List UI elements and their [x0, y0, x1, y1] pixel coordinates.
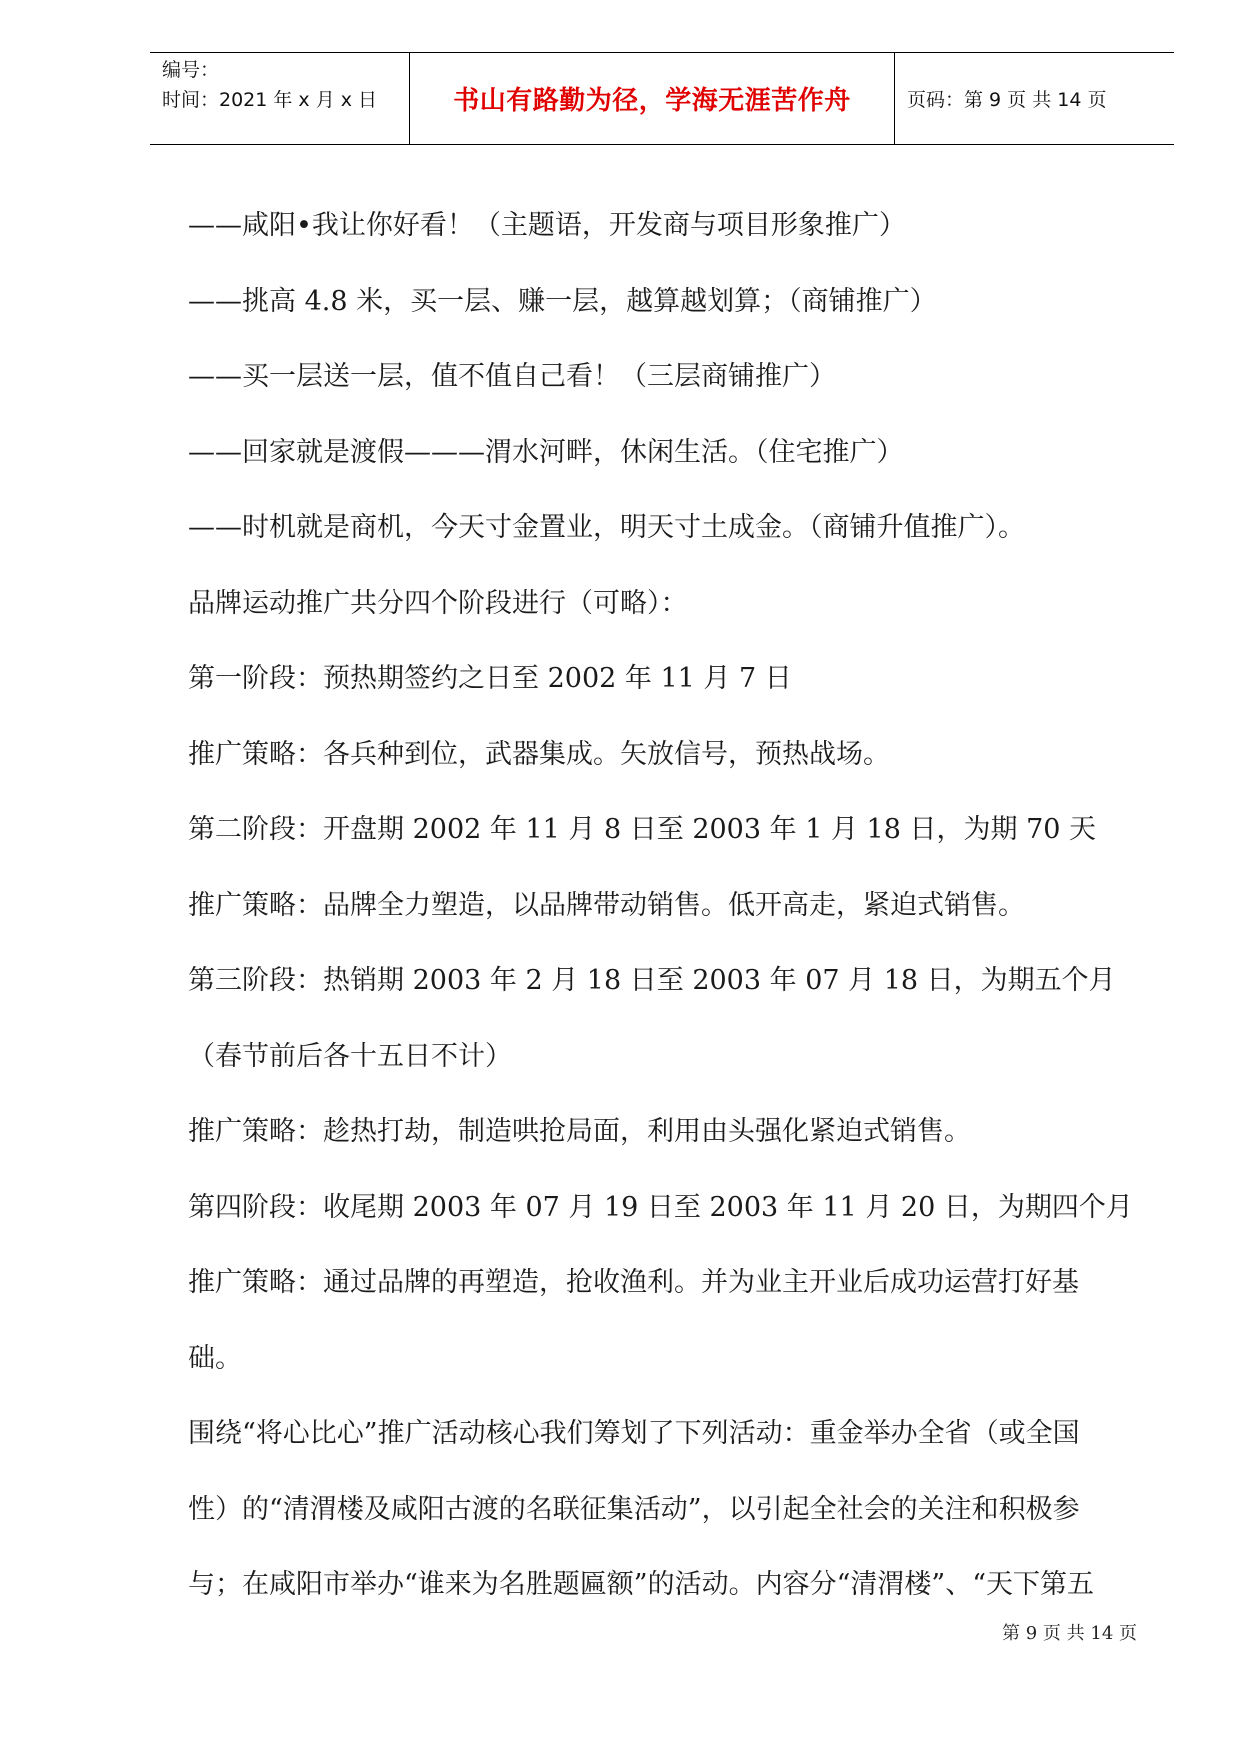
document-time-label: 时间：2021 年 x 月 x 日: [162, 89, 378, 111]
page-footer: 第 9 页 共 14 页: [1002, 1623, 1137, 1644]
body-line: 推广策略：通过品牌的再塑造，抢收渔利。并为业主开业后成功运营打好基: [188, 1267, 1079, 1298]
header-motto: 书山有路勤为径，学海无涯苦作舟: [453, 86, 851, 116]
header-page-info: 页码：第 9 页 共 14 页: [907, 89, 1107, 111]
body-line: 品牌运动推广共分四个阶段进行（可略）：: [188, 587, 688, 619]
header-meta-cell: [150, 53, 410, 144]
body-line: 第三阶段：热销期 2003 年 2 月 18 日至 2003 年 07 月 18 日，为期五个月: [188, 965, 1116, 996]
body-line: 推广策略：各兵种到位，武器集成。矢放信号，预热战场。: [188, 738, 890, 770]
body-line: 第一阶段：预热期签约之日至 2002 年 11 月 7 日: [188, 663, 792, 694]
body-line: ——咸阳•我让你好看！（主题语，开发商与项目形象推广）: [188, 210, 906, 241]
body-line: 推广策略：品牌全力塑造，以品牌带动销售。低开高走，紧迫式销售。: [188, 889, 1025, 921]
body-line: 性）的“清渭楼及咸阳古渡的名联征集活动”，以引起全社会的关注和积极参: [188, 1493, 1080, 1525]
page-header: [150, 52, 1174, 145]
body-line: 与；在咸阳市举办“谁来为名胜题匾额”的活动。内容分“清渭楼”、“天下第五: [188, 1569, 1095, 1600]
body-line: 第四阶段：收尾期 2003 年 07 月 19 日至 2003 年 11 月 20 日，为期四个月: [188, 1191, 1133, 1223]
body-line: ——时机就是商机，今天寸金置业，明天寸土成金。（商铺升值推广）。: [188, 512, 1025, 543]
body-line: 围绕“将心比心”推广活动核心我们筹划了下列活动：重金举办全省（或全国: [188, 1418, 1080, 1449]
body-line: ——挑高 4.8 米，买一层、赚一层，越算越划算；（商铺推广）: [188, 285, 937, 317]
body-line: 推广策略：趁热打劫，制造哄抢局面，利用由头强化紧迫式销售。: [188, 1116, 971, 1147]
body-line: ——买一层送一层，值不值自己看！（三层商铺推广）: [188, 361, 836, 392]
document-body: [188, 188, 1138, 1623]
body-line: 第二阶段：开盘期 2002 年 11 月 8 日至 2003 年 1 月 18 日，为期 70 天: [188, 814, 1097, 845]
body-line: ——回家就是渡假———渭水河畔，休闲生活。（住宅推广）: [188, 436, 904, 468]
document-number-label: 编号：: [162, 59, 220, 81]
header-page-cell: [895, 53, 1174, 144]
body-line: （春节前后各十五日不计）: [188, 1040, 512, 1072]
header-motto-cell: [410, 53, 895, 144]
body-line: 础。: [188, 1342, 242, 1374]
